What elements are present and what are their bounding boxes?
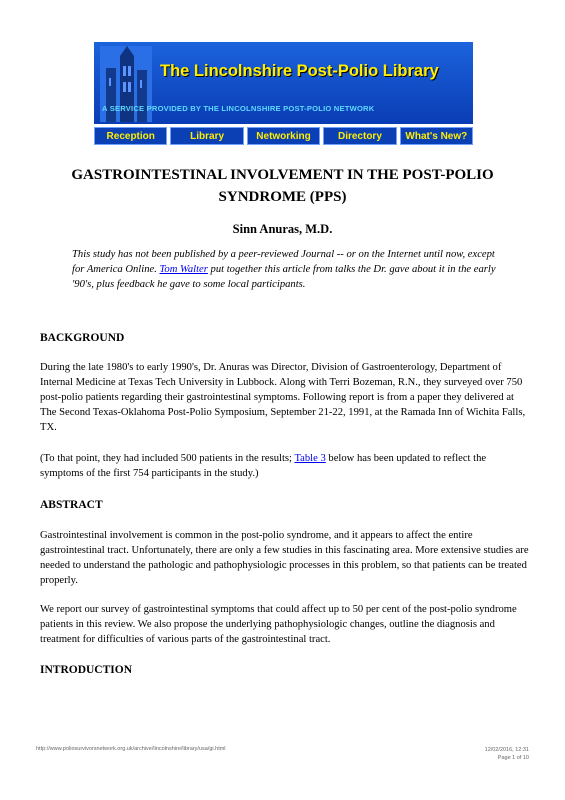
tom-walter-link[interactable]: Tom Walter xyxy=(159,264,208,275)
introduction-heading: INTRODUCTION xyxy=(40,664,133,676)
background-paragraph-1: During the late 1980's to early 1990's, Dr. Anuras was Director, Division of Gastroenterology, Department of Internal Medicine at Texas Tech University in Lubbock. Along with Terri Bozeman, R.N., they surveyed over 750 post-polio patients regarding their gastrointestinal symptoms. Following report is from a paper they delivered at The Second Texas-Oklahoma Post-Polio Symposium, September 21-22, 1991, at the Ramada Inn of Wichita Falls, TX. xyxy=(40,362,526,433)
note-text-1: This study has not been published by a peer-reviewed Journal -- or on the Internet until now, except for America Online. xyxy=(72,249,495,275)
article-author: Sinn Anuras, M.D. xyxy=(232,222,333,236)
abstract-heading: ABSTRACT xyxy=(40,499,103,511)
site-nav xyxy=(94,127,473,145)
nav-reception[interactable]: Reception xyxy=(94,127,167,145)
banner-subtitle: A SERVICE PROVIDED BY THE LINCOLNSHIRE POST-POLIO NETWORK xyxy=(102,104,375,113)
background-heading: BACKGROUND xyxy=(40,332,125,344)
nav-library[interactable]: Library xyxy=(170,127,243,145)
background-paragraph-2 xyxy=(40,451,530,481)
editorial-note xyxy=(72,247,500,292)
footer-url: http://www.poliosurvivorsnetwork.org.uk/archive/lincolnshire/library/usa/gi.html xyxy=(36,746,226,752)
site-banner xyxy=(94,42,473,146)
nav-networking[interactable]: Networking xyxy=(247,127,320,145)
nav-directory[interactable]: Directory xyxy=(323,127,396,145)
abstract-paragraph-2: We report our survey of gastrointestinal symptoms that could affect up to 50 per cent of the post-polio syndrome patients in this review. We also propose the underlying pathophysiologic changes, outline the diagnosis and treatment for difficulties of various parts of the gastrointestinal tract. xyxy=(40,604,517,645)
footer-date-page xyxy=(485,746,529,762)
footer-page: Page 1 of 10 xyxy=(497,755,529,761)
bg-p2-text-2: below has been updated to reflect the symptoms of the first 754 participants in the study.) xyxy=(40,453,487,479)
article-title: GASTROINTESTINAL INVOLVEMENT IN THE POST-POLIO SYNDROME (PPS) xyxy=(71,167,494,205)
nav-whats-new[interactable]: What's New? xyxy=(400,127,473,145)
banner-title: The Lincolnshire Post-Polio Library xyxy=(160,62,439,80)
abstract-paragraph-1: Gastrointestinal involvement is common in the post-polio syndrome, and it appears to affect the entire gastrointestinal tract. Unfortunately, there are only a few studies in this fascinating area. More extensive studies are needed to understand the pathologic and pathophysiologic processes in this problem, so that patients can be treated properly. xyxy=(40,530,529,586)
note-text-2: put together this article from talks the Dr. gave about it in the early '90's, plus feedback he gave to some local participants. xyxy=(72,264,496,290)
table-3-link[interactable]: Table 3 xyxy=(294,453,326,464)
footer-date: 12/02/2016, 12:31 xyxy=(484,747,529,753)
bg-p2-text-1: (To that point, they had included 500 patients in the results; xyxy=(40,453,295,464)
banner-header xyxy=(94,42,473,124)
